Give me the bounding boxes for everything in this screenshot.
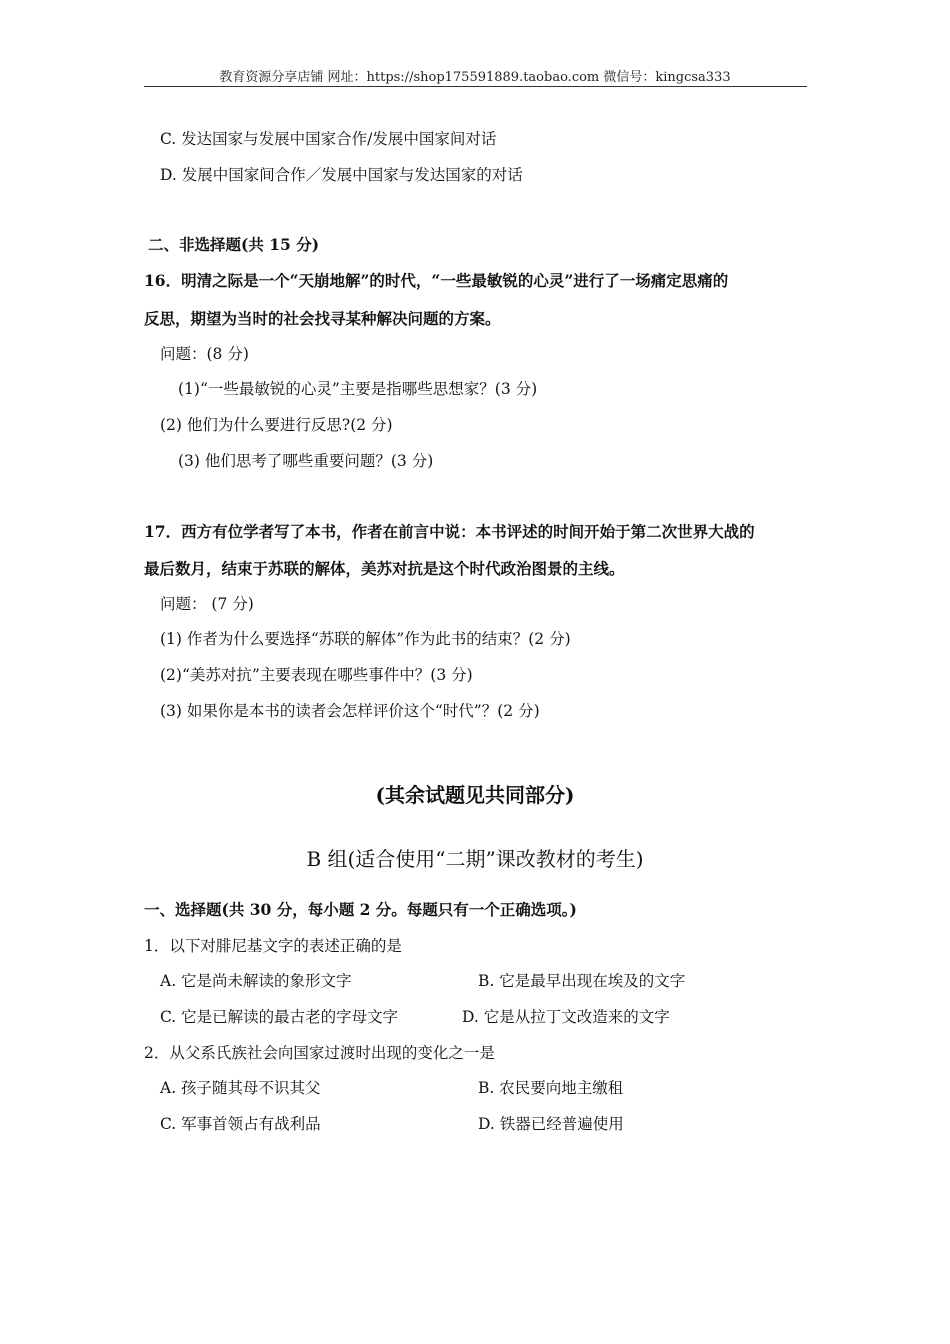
q1-option-d: D. 它是从拉丁文改造来的文字 (462, 1008, 670, 1026)
section1-title: 一、选择题(共 30 分，每小题 2 分。每题只有一个正确选项。) (144, 900, 577, 919)
q2-option-a: A. 孩子随其母不识其父 (160, 1079, 321, 1097)
q16-sub1: (1)“一些最敏锐的心灵”主要是指哪些思想家？(3 分) (178, 380, 538, 398)
q17-sub2: (2)“美苏对抗”主要表现在哪些事件中？(3 分) (160, 666, 473, 684)
q2-option-c: C. 军事首领占有战利品 (160, 1115, 321, 1133)
q2-stem: 2．从父系氏族社会向国家过渡时出现的变化之一是 (144, 1044, 495, 1062)
page-header: 教育资源分享店铺 网址：https://shop175591889.taobao.com 微信号：kingcsa333 (219, 70, 731, 85)
q16-sub2: (2) 他们为什么要进行反思?(2 分) (160, 416, 393, 434)
q1-option-c: C. 它是已解读的最古老的字母文字 (160, 1008, 399, 1026)
q16-stem-line2: 反思，期望为当时的社会找寻某种解决问题的方案。 (144, 309, 501, 328)
q17-sub1: (1) 作者为什么要选择“苏联的解体”作为此书的结束？(2 分) (160, 630, 571, 648)
q17-stem-line2: 最后数月，结束于苏联的解体，美苏对抗是这个时代政治图景的主线。 (144, 559, 625, 578)
header-divider (144, 86, 807, 87)
remaining-note: (其余试题见共同部分) (375, 783, 575, 807)
q17-prompt: 问题： (7 分) (160, 595, 254, 613)
q16-prompt: 问题：(8 分) (160, 345, 249, 363)
group-b-title: B 组(适合使用“二期”课改教材的考生) (306, 847, 644, 871)
q2-option-b: B. 农民要向地主缴租 (478, 1079, 624, 1097)
q16-stem-line1: 16．明清之际是一个“天崩地解”的时代，“一些最敏锐的心灵”进行了一场痛定思痛的 (144, 271, 729, 290)
section2-title: 二、非选择题(共 15 分) (148, 235, 320, 254)
q17-stem-line1: 17．西方有位学者写了本书，作者在前言中说：本书评述的时间开始于第二次世界大战的 (144, 522, 755, 541)
prev-option-c: C. 发达国家与发展中国家合作/发展中国家间对话 (160, 130, 497, 148)
q1-option-a: A. 它是尚未解读的象形文字 (160, 972, 352, 990)
q1-stem: 1．以下对腓尼基文字的表述正确的是 (144, 937, 402, 955)
q17-sub3: (3) 如果你是本书的读者会怎样评价这个“时代”？(2 分) (160, 702, 540, 720)
q1-option-b: B. 它是最早出现在埃及的文字 (478, 972, 686, 990)
q2-option-d: D. 铁器已经普遍使用 (478, 1115, 624, 1133)
q16-sub3: (3) 他们思考了哪些重要问题？(3 分) (178, 452, 434, 470)
prev-option-d: D. 发展中国家间合作／发展中国家与发达国家的对话 (160, 166, 523, 184)
